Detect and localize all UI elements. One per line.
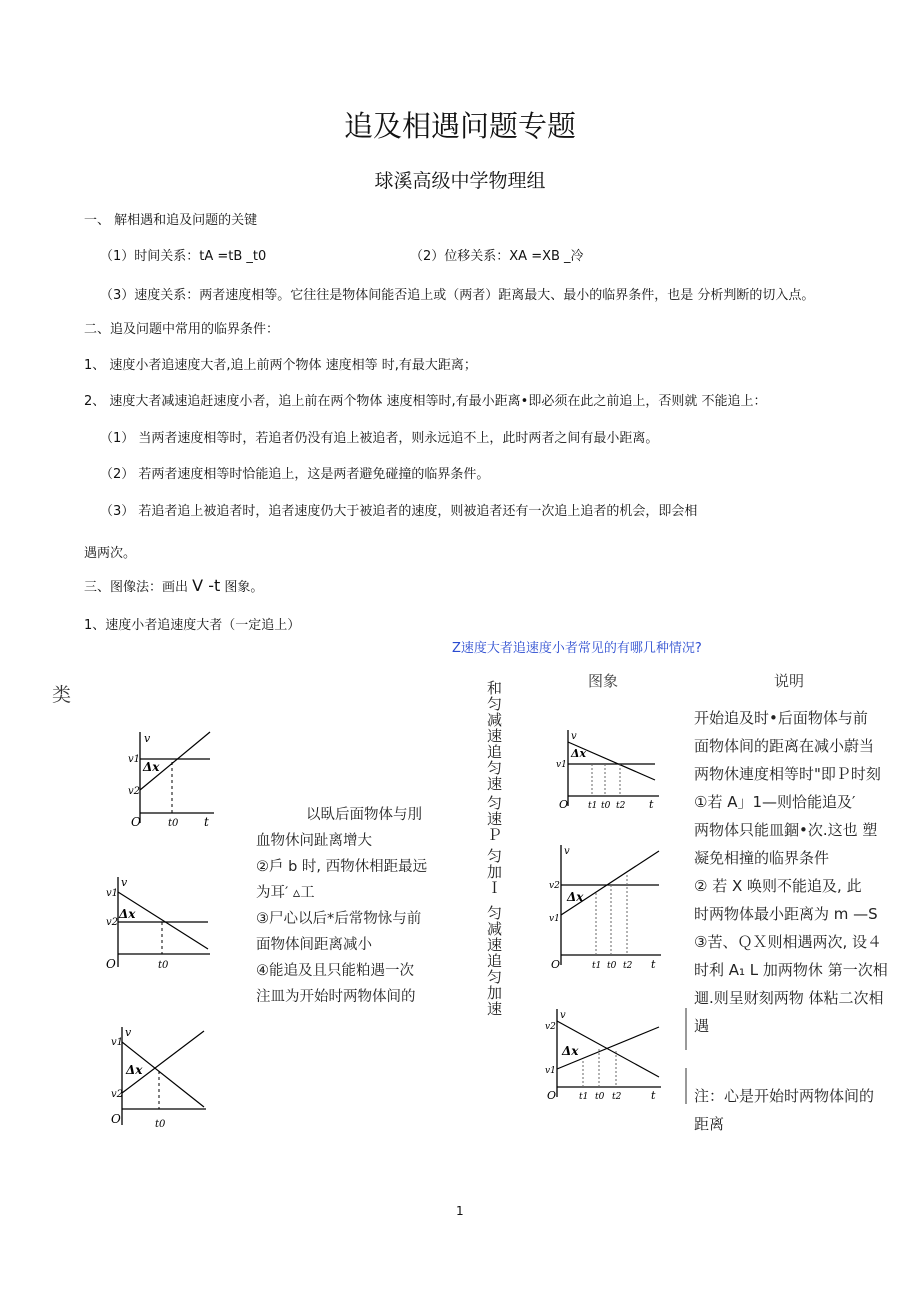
left-notes bbox=[256, 802, 427, 1010]
label-v1: v1 bbox=[556, 760, 567, 770]
label-v1: v1 bbox=[106, 888, 119, 899]
right-note-7: ② 若 X 唤则不能追及, 此 bbox=[694, 877, 862, 895]
right-note-3: 两物休連度相等时"即Ｐ时刻 bbox=[694, 765, 881, 783]
label-dx: Δx bbox=[143, 760, 160, 774]
label-t1: t1 bbox=[579, 1092, 589, 1102]
sec2-sub3: （3） 若追者追上被追者时，追者速度仍大于被追者的速度，则被追者还有一次追上追者的机会，即会相 bbox=[100, 504, 698, 519]
label-dx: Δx bbox=[562, 1044, 579, 1058]
right-notes bbox=[694, 704, 888, 1040]
sec3-question: Z速度大者追速度小者常见的有哪几种情况? bbox=[452, 641, 702, 656]
label-v: v bbox=[564, 846, 570, 857]
label-dx: Δx bbox=[567, 890, 584, 904]
header-note: 说明 bbox=[774, 672, 805, 690]
label-t1: t1 bbox=[592, 961, 602, 971]
page-title: 追及相遇问题专题 bbox=[343, 109, 576, 143]
sec3-item1: 1、速度小者追速度大者（一定追上） bbox=[84, 618, 301, 633]
left-note-2: 血物休问趾离增大 bbox=[256, 833, 372, 849]
sec1-displacement: （2）位移关系：XA =XB _冷 bbox=[410, 249, 584, 264]
label-o: O bbox=[131, 815, 141, 828]
label-t: t bbox=[649, 798, 654, 810]
left-note-7: ④能追及且只能粕遇一次 bbox=[256, 963, 414, 979]
graph-right-2 bbox=[545, 843, 665, 971]
label-o: O bbox=[559, 798, 569, 810]
sec2-item1: 1、 速度小者追速度大者,追上前两个物体 速度相等 时,有最大距离； bbox=[84, 358, 477, 373]
right-note-8: 时两物体最小距离为 m —S bbox=[694, 905, 878, 923]
right-note-11: 逥.则呈财刻两物 体粘二次相 bbox=[694, 989, 884, 1007]
vertical-label-4: 匀减速追匀加速 bbox=[485, 905, 503, 1017]
right-footnote-2: 距离 bbox=[694, 1115, 725, 1133]
label-dx: Δx bbox=[126, 1063, 143, 1077]
label-v2: v2 bbox=[549, 881, 560, 891]
page-number: 1 bbox=[456, 1204, 464, 1218]
sec3-heading-c: 图象。 bbox=[224, 580, 264, 595]
left-note-6: 面物体间距离减小 bbox=[256, 937, 372, 953]
right-note-5: 两物体只能皿錮•次.这也 塑 bbox=[694, 821, 878, 839]
right-note-6: 凝免相撞的临界条件 bbox=[694, 849, 830, 867]
sec1-time: （1）时间关系：tA =tB _t0 bbox=[100, 249, 267, 264]
vertical-label-2: 匀速Ｐ bbox=[485, 795, 503, 843]
page-subtitle: 球溪高级中学物理组 bbox=[374, 170, 546, 192]
sec3-heading-b: V -t bbox=[192, 576, 221, 595]
label-dx: Δx bbox=[571, 747, 587, 760]
graph-left-2 bbox=[104, 875, 214, 975]
line-accelerating bbox=[561, 851, 659, 915]
label-t0: t0 bbox=[158, 960, 169, 971]
sec1-speed: （3）速度关系：两者速度相等。它往往是物体间能否追上或（两者）距离最大、最小的临界条件，也是 分析判断的切入点。 bbox=[100, 288, 815, 303]
label-v2: v2 bbox=[111, 1089, 124, 1100]
label-v2: v2 bbox=[128, 786, 141, 797]
sec2-item2: 2、 速度大者减速追赶速度小者，追上前在两个物体 速度相等时,有最小距离•即必须在此之前追上，否则就 不能追上： bbox=[84, 394, 767, 409]
label-t: t bbox=[651, 958, 656, 971]
label-v1: v1 bbox=[549, 914, 560, 924]
label-o: O bbox=[111, 1112, 121, 1126]
line-accelerating bbox=[122, 1031, 204, 1093]
sec2-sub3-cont: 遇两次。 bbox=[84, 546, 137, 561]
label-v1: v1 bbox=[111, 1037, 124, 1048]
label-t: t bbox=[651, 1089, 656, 1102]
sec3-heading bbox=[84, 576, 263, 595]
type-label: 类 bbox=[52, 684, 72, 706]
label-v: v bbox=[560, 1010, 566, 1021]
left-note-4: 为耳′ ▵工 bbox=[256, 885, 315, 901]
label-o: O bbox=[106, 957, 116, 971]
label-t: t bbox=[204, 815, 209, 828]
label-t2: t2 bbox=[612, 1092, 622, 1102]
label-t1: t1 bbox=[588, 801, 598, 810]
right-note-9: ③苦、ＱＸ则相遇两次, 设４ bbox=[694, 933, 882, 951]
label-t0: t0 bbox=[601, 801, 611, 810]
sec2-sub2: （2） 若两者速度相等时恰能追上，这是两者避免碰撞的临界条件。 bbox=[100, 467, 490, 482]
label-v: v bbox=[144, 732, 151, 745]
table-border-line bbox=[685, 1068, 687, 1104]
right-note-1: 开始追及时•后面物体与前 bbox=[694, 709, 868, 727]
right-note-4: ①若 A」1—则恰能追及′ bbox=[694, 793, 856, 811]
right-note-10: 时利 A₁ L 加两物休 第一次相 bbox=[694, 961, 888, 979]
label-t0: t0 bbox=[607, 961, 617, 971]
right-footnote bbox=[694, 1082, 874, 1138]
label-v2: v2 bbox=[106, 917, 119, 928]
label-o: O bbox=[551, 958, 561, 971]
label-t0: t0 bbox=[168, 818, 179, 828]
sec2-sub1: （1） 当两者速度相等时，若追者仍没有追上被追者，则永远追不上，此时两者之间有最小距离。 bbox=[100, 431, 659, 446]
label-t0: t0 bbox=[155, 1119, 166, 1130]
label-v: v bbox=[121, 876, 128, 889]
vertical-label-1: 和匀减速追匀速 bbox=[485, 680, 503, 792]
label-dx: Δx bbox=[119, 907, 136, 921]
vertical-label-3: 匀加Ｉ bbox=[485, 848, 503, 896]
label-v1: v1 bbox=[128, 754, 141, 765]
right-note-12: 遇 bbox=[694, 1017, 710, 1035]
label-t2: t2 bbox=[616, 801, 626, 810]
graph-left-1 bbox=[118, 728, 218, 828]
right-note-2: 面物体间的距离在减小蔚当 bbox=[694, 737, 875, 755]
left-note-3: ②戶 b 时, 西物休相距最远 bbox=[256, 859, 428, 875]
label-t2: t2 bbox=[623, 961, 633, 971]
label-t0: t0 bbox=[595, 1092, 605, 1102]
label-v2: v2 bbox=[545, 1022, 556, 1032]
label-v: v bbox=[571, 731, 577, 742]
graph-left-3 bbox=[110, 1025, 210, 1135]
label-v: v bbox=[125, 1026, 132, 1039]
left-note-8: 注皿为开始时两物体间的 bbox=[256, 989, 416, 1005]
graph-right-1 bbox=[553, 728, 663, 810]
sec3-heading-a: 三、图像法：画出 bbox=[84, 580, 189, 595]
sec1-heading: 一、 解相遇和追及问题的关键 bbox=[84, 213, 258, 228]
graph-right-3 bbox=[543, 1007, 665, 1102]
label-v1: v1 bbox=[545, 1066, 556, 1076]
sec2-heading: 二、追及问题中常用的临界条件： bbox=[84, 322, 280, 337]
header-image: 图象 bbox=[588, 672, 619, 690]
left-note-1: 以臥后面物体与刖 bbox=[306, 807, 422, 823]
right-footnote-1: 注：心是开始时两物体间的 bbox=[694, 1087, 875, 1105]
table-border-line bbox=[685, 1008, 687, 1050]
label-o: O bbox=[547, 1089, 557, 1102]
left-note-5: ③尸心以后*后常物怺与前 bbox=[256, 911, 422, 927]
